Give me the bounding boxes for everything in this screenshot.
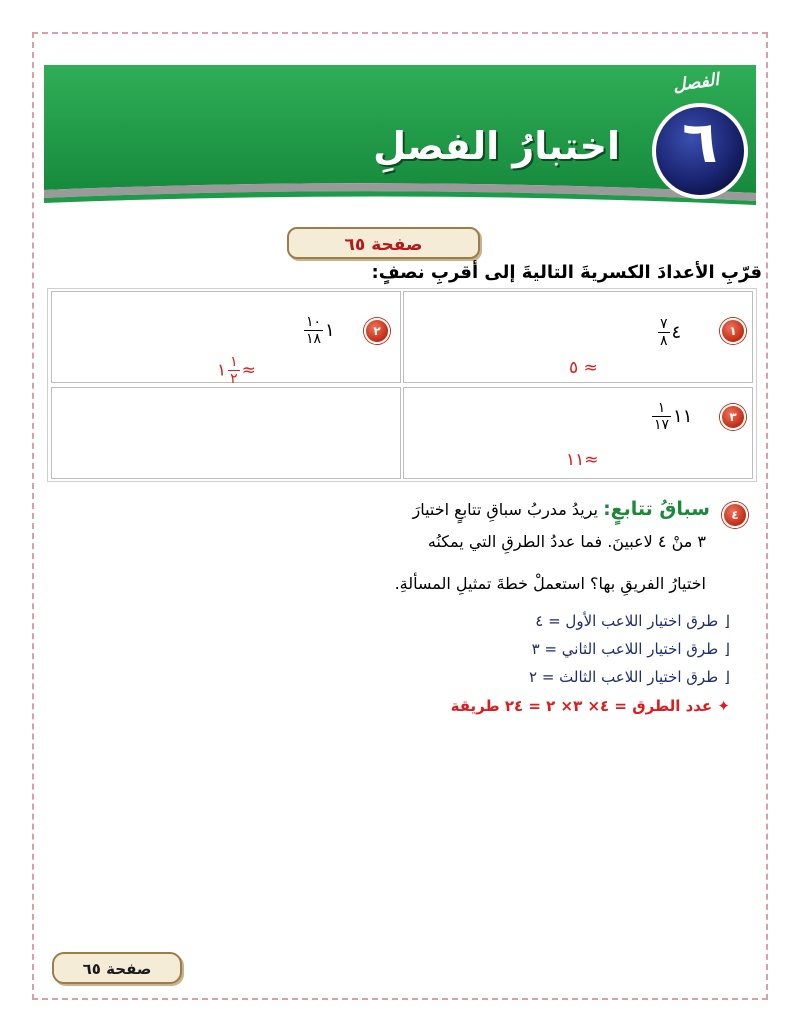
empty-cell bbox=[51, 387, 401, 479]
answer-text: ≈١١ bbox=[566, 450, 599, 470]
answer-text bbox=[217, 354, 256, 387]
question4-title: سباقُ تتابعٍ: bbox=[603, 498, 710, 520]
whole-part: ٤ bbox=[671, 322, 682, 343]
question4-line3: اختيارُ الفريقِ بها؟ استعملْ خطةَ تمثيلِ المسألةِ. bbox=[394, 574, 706, 593]
answer-fraction bbox=[228, 354, 240, 387]
chapter-label: الفصل bbox=[671, 69, 721, 97]
numerator: ١٠ bbox=[306, 314, 322, 330]
whole-part: ١ bbox=[325, 320, 335, 341]
approx-sign: ≈ bbox=[241, 360, 256, 381]
fraction bbox=[652, 400, 671, 433]
problem-number-badge: ٣ bbox=[720, 404, 746, 430]
question4-heading bbox=[380, 498, 710, 520]
step-bullet: ⌊ bbox=[724, 640, 730, 658]
problem-number-badge: ٤ bbox=[722, 502, 748, 528]
page-reference-tab: صفحة ٦٥ bbox=[287, 227, 480, 259]
page-title: اختبارُ الفصلِ bbox=[373, 124, 620, 168]
step-bullet: ⌊ bbox=[724, 612, 730, 630]
denominator: ١٨ bbox=[306, 331, 322, 347]
denominator: ٨ bbox=[660, 333, 668, 349]
solution-step bbox=[400, 640, 730, 658]
total-text: عدد الطرق = ٤× ٣× ٢ = ٢٤ طريقة bbox=[450, 697, 713, 715]
answer-numerator: ١ bbox=[230, 354, 238, 370]
step-text: طرق اختيار اللاعب الثالث = ٢ bbox=[529, 668, 719, 686]
footer-page-tab: صفحة ٦٥ bbox=[52, 952, 182, 984]
instruction-text: قرّبِ الأعدادَ الكسريةَ التاليةَ إلى أقربِ نصفٍ: bbox=[371, 262, 762, 283]
exercise-grid bbox=[47, 288, 757, 482]
step-text: طرق اختيار اللاعب الثاني = ٣ bbox=[531, 640, 719, 658]
solution-total bbox=[380, 697, 730, 715]
problem-number-badge: ١ bbox=[720, 318, 746, 344]
problem-cell-1 bbox=[403, 291, 753, 383]
question4-line2: ٣ منْ ٤ لاعبينَ. فما عددُ الطرقِ التي يمكنُه bbox=[427, 532, 706, 551]
mixed-number bbox=[656, 316, 681, 349]
step-text: طرق اختيار اللاعب الأول = ٤ bbox=[535, 612, 719, 630]
fraction bbox=[304, 314, 323, 347]
problem-number-badge: ٢ bbox=[364, 318, 390, 344]
numerator: ١ bbox=[652, 400, 671, 417]
fraction bbox=[658, 316, 670, 349]
solution-step bbox=[400, 668, 730, 686]
problem-cell-2 bbox=[51, 291, 401, 387]
answer-text: ≈ ٥ bbox=[569, 358, 598, 378]
star-icon: ✦ bbox=[717, 697, 730, 715]
mixed-number bbox=[302, 314, 335, 347]
solution-step bbox=[400, 612, 730, 630]
problem-cell-3 bbox=[403, 387, 753, 479]
numerator: ٧ bbox=[660, 316, 668, 332]
denominator: ١٧ bbox=[654, 417, 670, 433]
mixed-number bbox=[650, 400, 692, 433]
step-bullet: ⌊ bbox=[724, 668, 730, 686]
question4-line1: يريدُ مدربُ سباقِ تتابعٍ اختيارَ bbox=[412, 500, 598, 519]
chapter-number: ٦ bbox=[682, 108, 718, 176]
answer-denominator: ٢ bbox=[230, 371, 238, 387]
whole-part: ١١ bbox=[673, 406, 693, 427]
answer-whole: ١ bbox=[217, 360, 227, 381]
